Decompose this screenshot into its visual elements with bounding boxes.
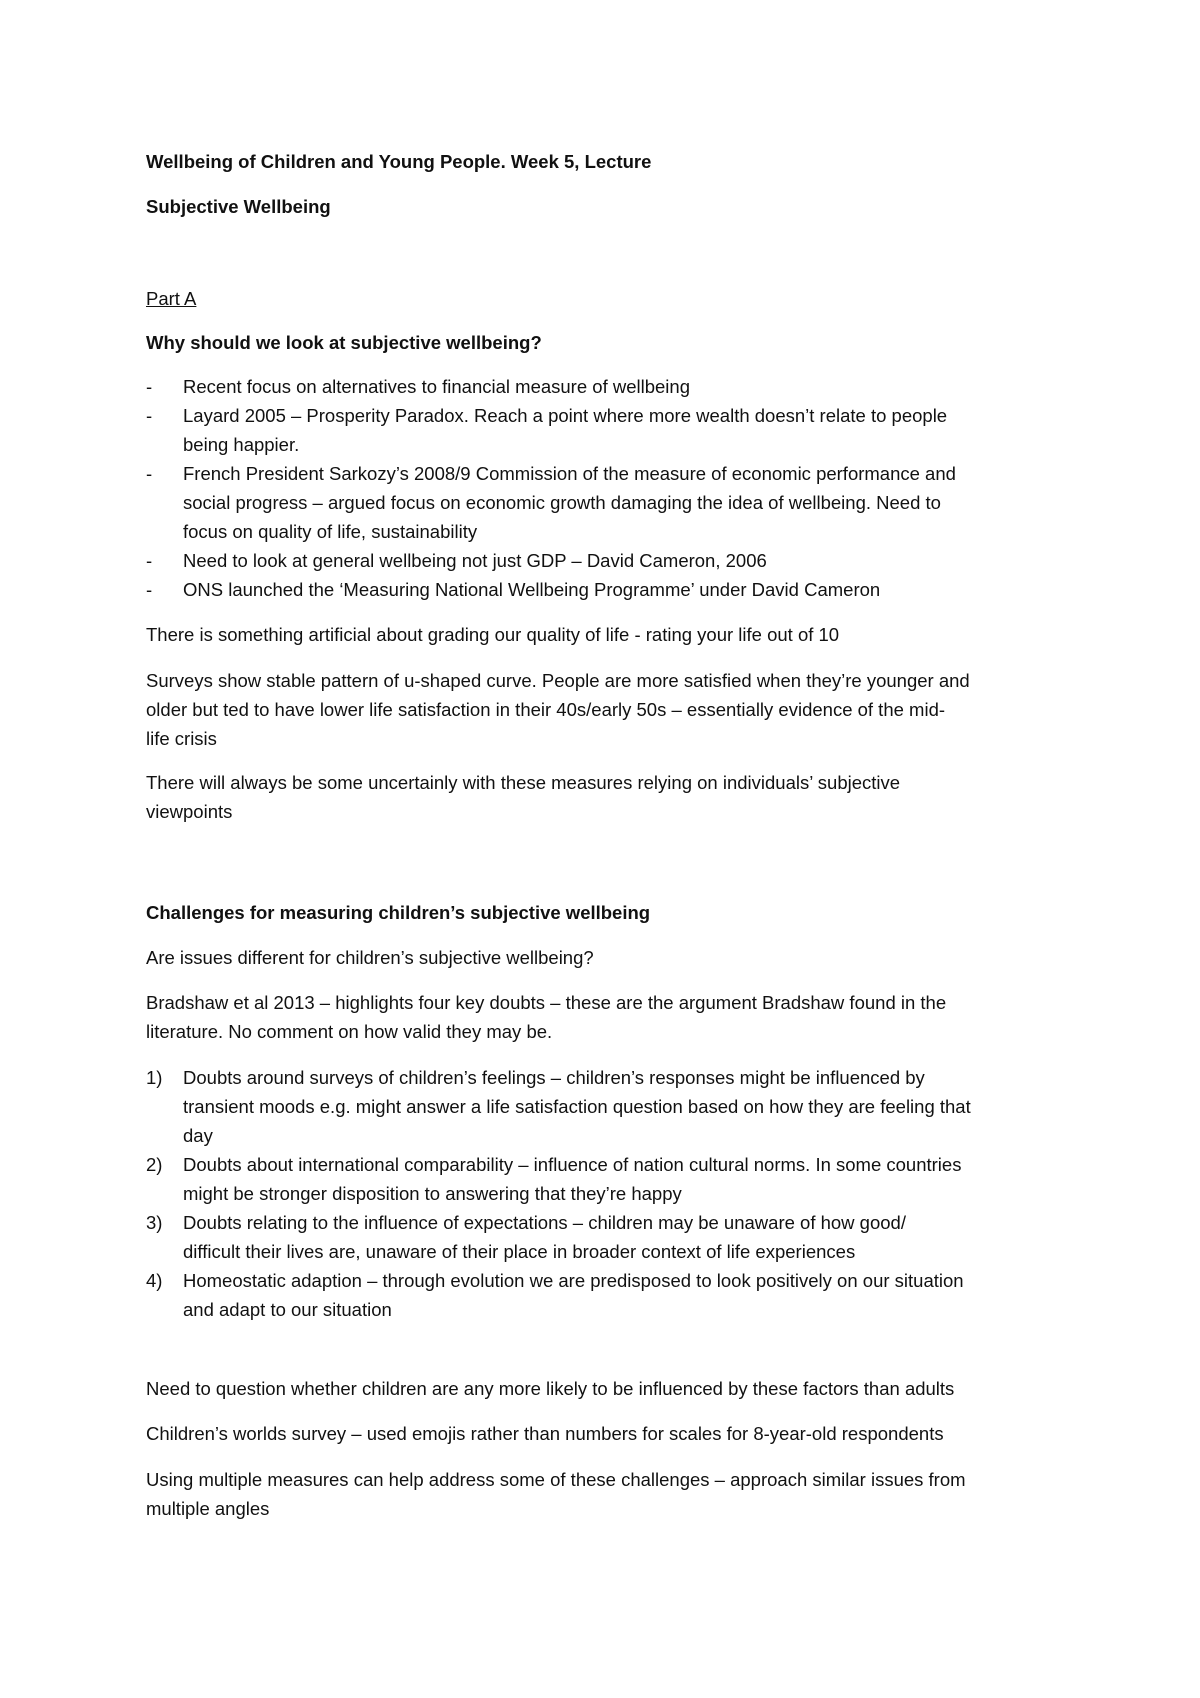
numbered-text: day bbox=[183, 1125, 213, 1146]
bullet-text: French President Sarkozy’s 2008/9 Commission of the measure of economic performance and bbox=[183, 463, 956, 484]
paragraph-line: Using multiple measures can help address some of these challenges – approach similar issues from bbox=[146, 1469, 966, 1490]
list-number: 3) bbox=[146, 1212, 163, 1233]
paragraph-line: Are issues different for children’s subjective wellbeing? bbox=[146, 947, 594, 968]
section-heading: Why should we look at subjective wellbeing? bbox=[146, 332, 542, 353]
numbered-text: difficult their lives are, unaware of their place in broader context of life experiences bbox=[183, 1241, 856, 1262]
bullet-text: Layard 2005 – Prosperity Paradox. Reach a point where more wealth doesn’t relate to people bbox=[183, 405, 948, 426]
document-page bbox=[146, 0, 1076, 1698]
bullet-marker: - bbox=[146, 376, 153, 397]
bullet-marker: - bbox=[146, 463, 153, 484]
paragraph bbox=[146, 1374, 1076, 1403]
bullet-text: ONS launched the ‘Measuring National Wellbeing Programme’ under David Cameron bbox=[183, 579, 881, 600]
paragraph-line: viewpoints bbox=[146, 801, 233, 822]
paragraph bbox=[146, 1465, 1076, 1523]
numbered-text: and adapt to our situation bbox=[183, 1299, 392, 1320]
bullet-marker: - bbox=[146, 405, 153, 426]
paragraph-line: Need to question whether children are any more likely to be influenced by these factors than adults bbox=[146, 1378, 955, 1399]
bullet-marker: - bbox=[146, 550, 153, 571]
paragraph bbox=[146, 943, 1076, 972]
numbered-text: Doubts about international comparability – influence of nation cultural norms. In some countries bbox=[183, 1154, 962, 1175]
paragraph bbox=[146, 768, 1076, 826]
paragraph-line: There is something artificial about grading our quality of life - rating your life out of 10 bbox=[146, 624, 840, 645]
paragraph-line: life crisis bbox=[146, 728, 217, 749]
bullet-text: Recent focus on alternatives to financial measure of wellbeing bbox=[183, 376, 690, 397]
bullet-marker: - bbox=[146, 579, 153, 600]
numbered-text: might be stronger disposition to answering that they’re happy bbox=[183, 1183, 682, 1204]
paragraph-line: Surveys show stable pattern of u-shaped curve. People are more satisfied when they’re younger and bbox=[146, 670, 970, 691]
paragraph-line: There will always be some uncertainly with these measures relying on individuals’ subjective bbox=[146, 772, 901, 793]
numbered-text: transient moods e.g. might answer a life satisfaction question based on how they are feeling that bbox=[183, 1096, 971, 1117]
paragraph bbox=[146, 988, 1076, 1046]
paragraph-line: literature. No comment on how valid they may be. bbox=[146, 1021, 553, 1042]
list-number: 1) bbox=[146, 1067, 163, 1088]
paragraph-line: Children’s worlds survey – used emojis rather than numbers for scales for 8-year-old respondents bbox=[146, 1423, 944, 1444]
paragraph bbox=[146, 620, 1076, 649]
list-number: 2) bbox=[146, 1154, 163, 1175]
part-label: Part A bbox=[146, 288, 197, 309]
paragraph-line: multiple angles bbox=[146, 1498, 270, 1519]
paragraph-line: Bradshaw et al 2013 – highlights four key doubts – these are the argument Bradshaw found in the bbox=[146, 992, 947, 1013]
numbered-text: Doubts around surveys of children’s feelings – children’s responses might be influenced by bbox=[183, 1067, 925, 1088]
section-heading: Challenges for measuring children’s subjective wellbeing bbox=[146, 902, 651, 923]
bullet-text: social progress – argued focus on economic growth damaging the idea of wellbeing. Need to bbox=[183, 492, 941, 513]
list-number: 4) bbox=[146, 1270, 163, 1291]
paragraph-line: older but ted to have lower life satisfaction in their 40s/early 50s – essentially evidence of the mid- bbox=[146, 699, 946, 720]
paragraph bbox=[146, 666, 1076, 753]
bullet-text: being happier. bbox=[183, 434, 300, 455]
bullet-text: Need to look at general wellbeing not just GDP – David Cameron, 2006 bbox=[183, 550, 767, 571]
numbered-text: Homeostatic adaption – through evolution we are predisposed to look positively on our situation bbox=[183, 1270, 964, 1291]
paragraph bbox=[146, 1419, 1076, 1448]
document-title: Wellbeing of Children and Young People. Week 5, Lecture bbox=[146, 151, 652, 172]
bullet-text: focus on quality of life, sustainability bbox=[183, 521, 478, 542]
numbered-text: Doubts relating to the influence of expectations – children may be unaware of how good/ bbox=[183, 1212, 906, 1233]
document-subtitle: Subjective Wellbeing bbox=[146, 196, 331, 217]
